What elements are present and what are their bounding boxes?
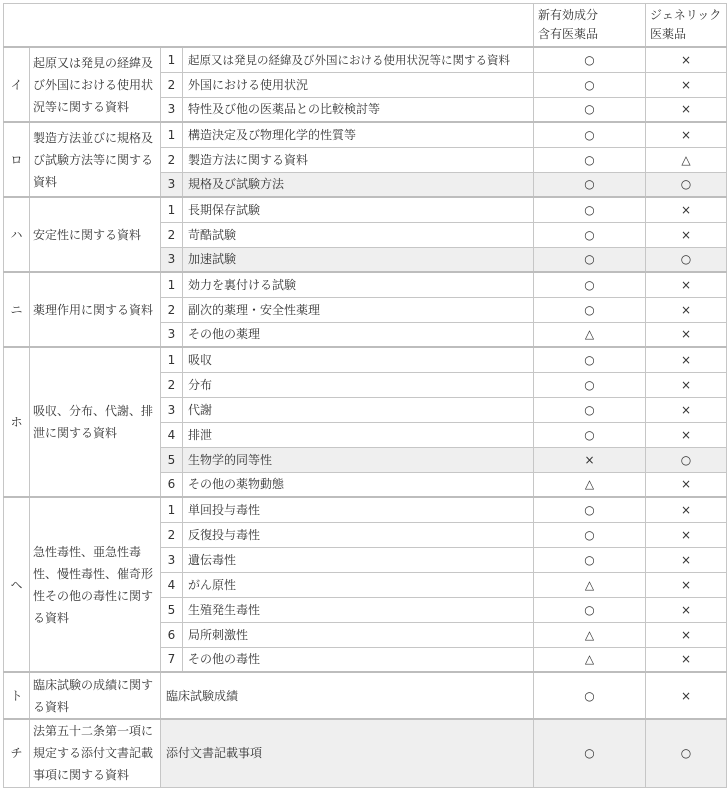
generic-mark: × (646, 622, 727, 647)
generic-mark: × (646, 372, 727, 397)
generic-mark: × (646, 547, 727, 572)
header-generic (646, 4, 727, 48)
item-number: 2 (161, 222, 183, 247)
new-drug-mark: × (534, 447, 646, 472)
item-number: 3 (161, 97, 183, 122)
item-number: 1 (161, 497, 183, 522)
item-number: 1 (161, 347, 183, 372)
generic-mark: × (646, 522, 727, 547)
generic-mark: × (646, 272, 727, 297)
new-drug-mark: ○ (534, 422, 646, 447)
new-drug-mark: ○ (534, 397, 646, 422)
generic-mark: × (646, 122, 727, 147)
new-drug-mark: ○ (534, 97, 646, 122)
generic-mark: × (646, 572, 727, 597)
item-name: 添付文書記載事項 (161, 719, 534, 787)
generic-mark: × (646, 472, 727, 497)
item-name: 生殖発生毒性 (183, 597, 534, 622)
generic-mark: × (646, 397, 727, 422)
generic-mark: × (646, 297, 727, 322)
table-row (4, 47, 727, 72)
table-row (4, 197, 727, 222)
new-drug-mark: ○ (534, 197, 646, 222)
item-name: 反復投与毒性 (183, 522, 534, 547)
group-category: 起原又は発見の経緯及び外国における使用状況等に関する資料 (30, 47, 161, 122)
new-drug-mark: ○ (534, 47, 646, 72)
generic-mark: △ (646, 147, 727, 172)
item-name: その他の毒性 (183, 647, 534, 672)
item-number: 3 (161, 397, 183, 422)
group-letter: ニ (4, 272, 30, 347)
new-drug-mark: △ (534, 622, 646, 647)
group-letter: イ (4, 47, 30, 122)
item-name: 単回投与毒性 (183, 497, 534, 522)
item-number: 1 (161, 197, 183, 222)
header-blank (4, 4, 534, 48)
new-drug-mark: △ (534, 647, 646, 672)
item-number: 4 (161, 422, 183, 447)
table-row (4, 497, 727, 522)
generic-mark: × (646, 647, 727, 672)
item-name: 構造決定及び物理化学的性質等 (183, 122, 534, 147)
item-name: 効力を裏付ける試験 (183, 272, 534, 297)
item-name: 副次的薬理・安全性薬理 (183, 297, 534, 322)
item-name: 遺伝毒性 (183, 547, 534, 572)
header-new-drug-line1: 新有効成分 (538, 8, 599, 22)
item-number: 2 (161, 372, 183, 397)
item-name: 吸収 (183, 347, 534, 372)
item-number: 3 (161, 547, 183, 572)
item-name: 排泄 (183, 422, 534, 447)
item-name: その他の薬物動態 (183, 472, 534, 497)
item-name: がん原性 (183, 572, 534, 597)
group-category: 安定性に関する資料 (30, 197, 161, 272)
item-number: 1 (161, 47, 183, 72)
group-category: 吸収、分布、代謝、排泄に関する資料 (30, 347, 161, 497)
new-drug-mark: ○ (534, 147, 646, 172)
generic-mark: ○ (646, 247, 727, 272)
header-generic-line2: 医薬品 (650, 27, 687, 41)
new-drug-mark: ○ (534, 172, 646, 197)
generic-mark: × (646, 72, 727, 97)
new-drug-mark: ○ (534, 347, 646, 372)
group-letter: チ (4, 719, 30, 787)
new-drug-mark: ○ (534, 72, 646, 97)
item-number: 2 (161, 72, 183, 97)
generic-mark: × (646, 97, 727, 122)
item-name: 局所刺激性 (183, 622, 534, 647)
new-drug-mark: ○ (534, 122, 646, 147)
generic-mark: × (646, 347, 727, 372)
generic-mark: × (646, 47, 727, 72)
group-letter: ホ (4, 347, 30, 497)
item-number: 4 (161, 572, 183, 597)
new-drug-mark: ○ (534, 672, 646, 719)
table-row (4, 347, 727, 372)
item-number: 3 (161, 322, 183, 347)
generic-mark: × (646, 672, 727, 719)
item-name: 製造方法に関する資料 (183, 147, 534, 172)
group-category: 製造方法並びに規格及び試験方法等に関する資料 (30, 122, 161, 197)
item-name: 生物学的同等性 (183, 447, 534, 472)
item-name: 長期保存試験 (183, 197, 534, 222)
document-table (3, 3, 727, 788)
item-number: 3 (161, 247, 183, 272)
item-number: 1 (161, 272, 183, 297)
item-number: 7 (161, 647, 183, 672)
table-row (4, 672, 727, 719)
group-letter: ト (4, 672, 30, 719)
generic-mark: ○ (646, 447, 727, 472)
new-drug-mark: ○ (534, 372, 646, 397)
item-number: 6 (161, 622, 183, 647)
new-drug-mark: ○ (534, 719, 646, 787)
header-generic-line1: ジェネリック (650, 8, 722, 22)
new-drug-mark: ○ (534, 597, 646, 622)
item-number: 3 (161, 172, 183, 197)
table-row-highlighted (4, 719, 727, 787)
new-drug-mark: △ (534, 572, 646, 597)
generic-mark: × (646, 197, 727, 222)
generic-mark: ○ (646, 719, 727, 787)
new-drug-mark: ○ (534, 297, 646, 322)
header-new-drug (534, 4, 646, 48)
item-number: 5 (161, 597, 183, 622)
item-number: 6 (161, 472, 183, 497)
item-name: 規格及び試験方法 (183, 172, 534, 197)
header-row (4, 4, 727, 48)
group-letter: ロ (4, 122, 30, 197)
generic-mark: × (646, 597, 727, 622)
item-name: 代謝 (183, 397, 534, 422)
new-drug-mark: ○ (534, 272, 646, 297)
header-new-drug-line2: 含有医薬品 (538, 27, 599, 41)
new-drug-mark: ○ (534, 247, 646, 272)
item-number: 1 (161, 122, 183, 147)
item-name: 分布 (183, 372, 534, 397)
item-name: 臨床試験成績 (161, 672, 534, 719)
item-number: 2 (161, 297, 183, 322)
new-drug-mark: ○ (534, 222, 646, 247)
group-category: 薬理作用に関する資料 (30, 272, 161, 347)
item-name: 外国における使用状況 (183, 72, 534, 97)
item-number: 2 (161, 147, 183, 172)
new-drug-mark: ○ (534, 497, 646, 522)
new-drug-mark: ○ (534, 547, 646, 572)
new-drug-mark: △ (534, 472, 646, 497)
item-name: 特性及び他の医薬品との比較検討等 (183, 97, 534, 122)
table-row (4, 122, 727, 147)
generic-mark: × (646, 222, 727, 247)
group-category: 法第五十二条第一項に規定する添付文書記載事項に関する資料 (30, 719, 161, 787)
generic-mark: × (646, 497, 727, 522)
item-name: 苛酷試験 (183, 222, 534, 247)
item-number: 5 (161, 447, 183, 472)
group-category: 急性毒性、亜急性毒性、慢性毒性、催奇形性その他の毒性に関する資料 (30, 497, 161, 672)
group-letter: ヘ (4, 497, 30, 672)
item-name: その他の薬理 (183, 322, 534, 347)
item-name: 加速試験 (183, 247, 534, 272)
group-letter: ハ (4, 197, 30, 272)
generic-mark: × (646, 322, 727, 347)
item-name: 起原又は発見の経緯及び外国における使用状況等に関する資料 (183, 47, 534, 72)
generic-mark: ○ (646, 172, 727, 197)
group-category: 臨床試験の成績に関する資料 (30, 672, 161, 719)
new-drug-mark: △ (534, 322, 646, 347)
new-drug-mark: ○ (534, 522, 646, 547)
generic-mark: × (646, 422, 727, 447)
item-number: 2 (161, 522, 183, 547)
table-row (4, 272, 727, 297)
